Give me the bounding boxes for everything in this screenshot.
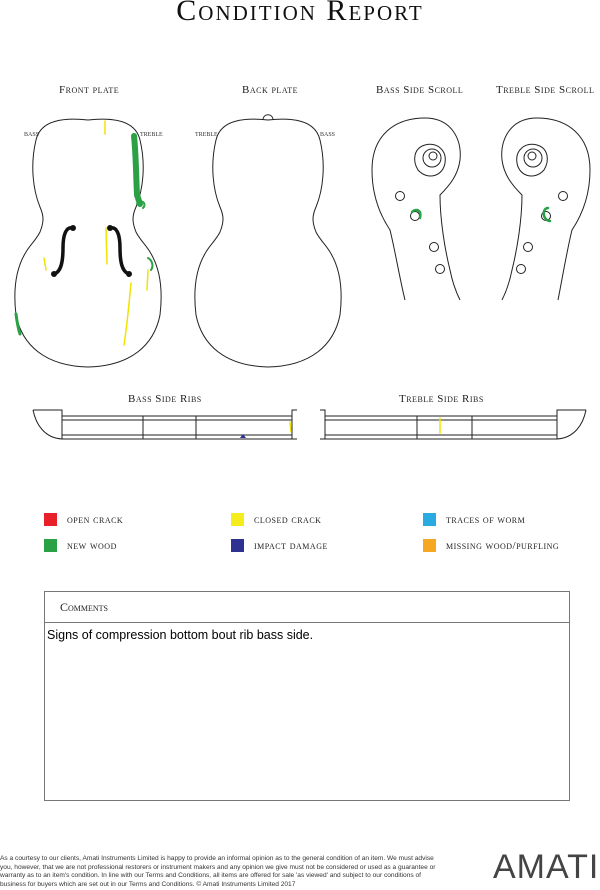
legend-swatch [44, 513, 57, 526]
back-plate-label: Back plate [242, 84, 298, 96]
treble-side-scroll-label: Treble Side Scroll [496, 84, 595, 96]
bass-side-scroll-label: Bass Side Scroll [376, 84, 464, 96]
legend-swatch [44, 539, 57, 552]
legend-impact-damage [231, 539, 328, 552]
legend-swatch [423, 539, 436, 552]
new-wood-mark-front-treble [134, 136, 140, 204]
front-plate-label: Front plate [59, 84, 120, 96]
legend-open-crack [44, 513, 123, 526]
closed-crack-front-bass-c [44, 258, 46, 270]
disclaimer-text: As a courtesy to our clients, Amati Instruments Limited is happy to provide an informal opinion as to the general condition of an item. We must advise you, however, that we are not professional restorers or instrument makers and any opinion we give must not be considered or used as a guarantee or warranty as to an item's condition. In line with our Terms and Conditions, all items are offered for sale 'as viewed' and subject to our conditions of business for buyers which are set out in our Terms and Conditions. © Amati Instruments Limited 2017 [0, 855, 436, 888]
front-treble-side-label: treble [140, 129, 163, 138]
legend-new-wood [44, 539, 117, 552]
legend-missing-wood [423, 539, 559, 552]
back-bass-side-label: bass [320, 129, 336, 138]
legend-closed-crack [231, 513, 321, 526]
legend-label: traces of worm [446, 513, 526, 526]
legend-label: open crack [67, 513, 124, 526]
front-bass-side-label: bass [24, 129, 40, 138]
legend-label: closed crack [254, 513, 322, 526]
comments-text: Signs of compression bottom bout rib bass side. [47, 628, 314, 642]
comments-header [45, 592, 569, 623]
legend-label: new wood [67, 539, 117, 552]
back-plate-outline [195, 119, 341, 367]
front-plate-outline [15, 119, 161, 367]
closed-crack-bass-rib [290, 422, 291, 432]
bass-f-hole [54, 228, 73, 274]
legend-traces-of-worm [423, 513, 525, 526]
legend-label: impact damage [254, 539, 328, 552]
comments-label: Comments [60, 600, 109, 614]
new-wood-mark-front-ff [148, 258, 152, 270]
closed-crack-front-treble-c [147, 270, 148, 290]
treble-f-hole [110, 228, 129, 274]
back-treble-side-label: treble [195, 129, 218, 138]
legend-label: missing wood/purfling [446, 539, 560, 552]
legend-swatch [423, 513, 436, 526]
comments-box [44, 591, 570, 801]
page-title: Condition Report [176, 0, 424, 27]
treble-side-ribs-label: Treble Side Ribs [399, 393, 484, 405]
bass-side-ribs-label: Bass Side Ribs [128, 393, 202, 405]
new-wood-mark-front-lower-bass [16, 314, 20, 334]
brand-logo: AMATI [493, 848, 600, 886]
legend-swatch [231, 513, 244, 526]
legend-swatch [231, 539, 244, 552]
closed-crack-front-f [106, 228, 107, 264]
closed-crack-front-lower [124, 283, 131, 345]
